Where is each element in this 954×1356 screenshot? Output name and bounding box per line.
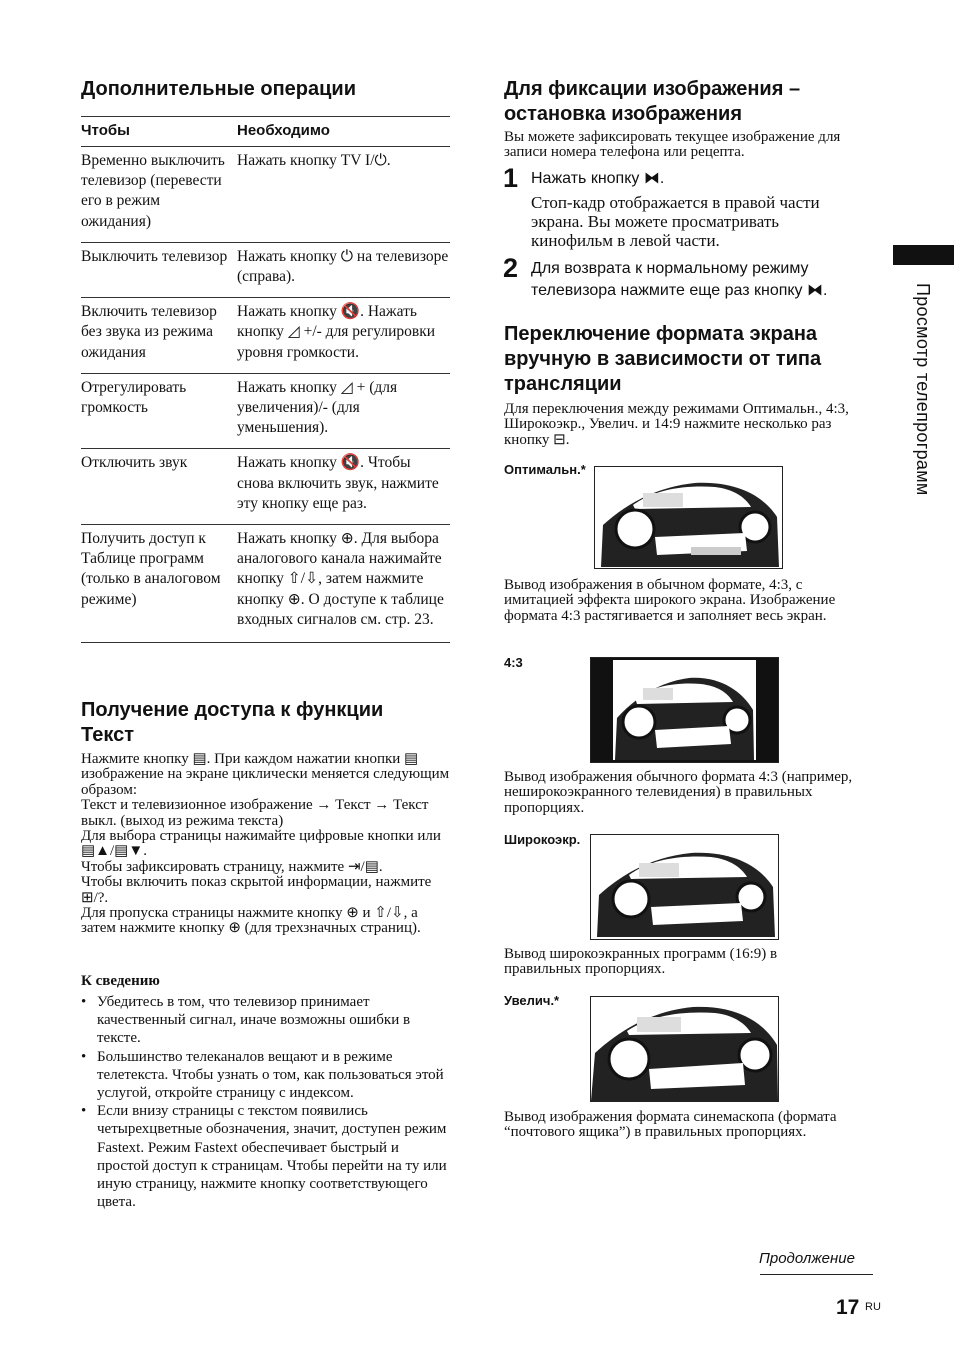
table-cell-goal: Временно выключить телевизор (перевести его в режим ожидания) <box>81 147 237 243</box>
footer-divider <box>760 1274 873 1275</box>
text-paragraph: Для пропуска страницы нажмите кнопку ⊕ и ⇧/⇩, а затем нажмите кнопку ⊕ (для трехзначных страниц). <box>81 905 421 937</box>
table-cell-goal: Получить доступ к Таблице программ (только в аналоговом режиме) <box>81 525 237 643</box>
table-cell-goal: Включить телевизор без звука из режима ожидания <box>81 298 237 374</box>
table-row <box>81 525 450 643</box>
format-intro: Для переключения между режимами Оптимальн., 4:3, Широкоэкр., Увелич. и 14:9 нажмите несколько раз кнопку ⊟. <box>504 401 849 448</box>
continue-label: Продолжение <box>759 1250 855 1267</box>
text-function-body <box>81 752 453 937</box>
page-number: 17 <box>836 1296 860 1319</box>
car-illustration-icon <box>591 835 778 939</box>
table-header-action: Необходимо <box>237 117 450 147</box>
side-tab-marker <box>893 245 954 265</box>
section-title-freeze: Для фиксации изображения – остановка изображения <box>504 78 801 125</box>
note-text: Большинство телеканалов вещают и в режиме телетекста. Чтобы узнать о том, как пользоваться этой услугой, откройте страницу с индексом. <box>97 1048 444 1102</box>
table-cell-goal: Отключить звук <box>81 449 237 525</box>
table-row <box>81 147 450 243</box>
table-row <box>81 373 450 449</box>
table-cell-action: Нажать кнопку ⏻ на телевизоре (справа). <box>237 242 450 297</box>
format-caption-wide: Вывод широкоэкранных программ (16:9) в правильных пропорциях. <box>504 946 778 978</box>
table-cell-action: Нажать кнопку TV I/⏻. <box>237 147 450 243</box>
side-tab-label: Просмотр телепрограмм <box>913 283 933 496</box>
table-header-goal: Чтобы <box>81 117 237 147</box>
note-text: Если внизу страницы с текстом появились четырехцветные обозначения, значит, доступен режим Fastext. Режим Fastext обеспечивает быстрый и простой доступ к страницам. Чтобы перейти на ту или иную страницу, нажмите кнопку соответствующего цвета. <box>97 1103 447 1211</box>
freeze-intro: Вы можете зафиксировать текущее изображение для записи номера телефона или рецепта. <box>504 129 841 161</box>
text-paragraph: Для выбора страницы нажимайте цифровые кнопки или ▤▲/▤▼. <box>81 828 441 860</box>
list-item: • Большинство телеканалов вещают и в режиме телетекста. Чтобы узнать о том, как пользоваться этой услугой, откройте страницу с индексом. <box>81 1048 444 1102</box>
table-cell-action: Нажать кнопку 🔇. Чтобы снова включить звук, нажмите эту кнопку еще раз. <box>237 449 450 525</box>
table-row <box>81 449 450 525</box>
text-paragraph: Чтобы включить показ скрытой информации, нажмите ⊞/?. <box>81 874 432 906</box>
format-label-4-3: 4:3 <box>504 655 523 670</box>
format-caption-optimal: Вывод изображения в обычном формате, 4:3, с имитацией эффекта широкого экрана. Изображение формата 4:3 растягивается и заполняет весь экран. <box>504 577 836 624</box>
table-row <box>81 242 450 297</box>
notes-title: К сведению <box>81 973 160 989</box>
format-label-wide: Широкоэкр. <box>504 832 581 847</box>
car-image-optimal <box>594 466 783 569</box>
text-paragraph: Текст и телевизионное изображение → Текст → Текст выкл. (выход из режима текста) <box>81 797 429 829</box>
text-paragraph: Нажмите кнопку ▤. При каждом нажатии кнопки ▤ изображение на экране циклически меняется следующим образом: <box>81 751 450 798</box>
section-title-screen-format: Переключение формата экрана вручную в зависимости от типа трансляции <box>504 323 822 395</box>
car-illustration-icon <box>591 658 778 762</box>
text-paragraph: Чтобы зафиксировать страницу, нажмите ⇥/▤. <box>81 858 383 875</box>
car-image-wide <box>590 834 779 940</box>
section-title-additional-operations: Дополнительные операции <box>81 78 356 100</box>
table-cell-action: Нажать кнопку 🔇. Нажать кнопку ◿ +/- для регулировки уровня громкости. <box>237 298 450 374</box>
operations-table <box>81 116 450 643</box>
table-cell-goal: Отрегулировать громкость <box>81 373 237 449</box>
table-cell-goal: Выключить телевизор <box>81 242 237 297</box>
table-row <box>81 298 450 374</box>
notes-list <box>81 993 453 1211</box>
format-label-optimal: Оптимальн.* <box>504 462 586 477</box>
table-cell-action: Нажать кнопку ⊕. Для выбора аналогового канала нажимайте кнопку ⇧/⇩, затем нажмите кнопку ⊕. О доступе к таблице входных сигналов см. стр. 23. <box>237 525 450 643</box>
table-cell-action: Нажать кнопку ◿ + (для увеличения)/- (для уменьшения). <box>237 373 450 449</box>
format-caption-zoom: Вывод изображения формата синемаскопа (формата “почтового ящика”) в правильных пропорциях. <box>504 1109 837 1141</box>
note-text: Убедитесь в том, что телевизор принимает качественный сигнал, иначе возможны ошибки в тексте. <box>97 994 411 1047</box>
step-1-text: Нажать кнопку ⧓. <box>531 170 665 187</box>
step-2-text: Для возврата к нормальному режиму телевизора нажмите еще раз кнопку ⧓. <box>531 260 828 299</box>
section-title-text-function: Получение доступа к функции Текст <box>81 699 384 746</box>
page-language: RU <box>865 1301 881 1313</box>
car-illustration-icon <box>591 997 778 1101</box>
car-image-4-3 <box>590 657 779 763</box>
format-caption-4-3: Вывод изображения обычного формата 4:3 (например, неширокоэкранного телевидения) в правильных пропорциях. <box>504 769 853 816</box>
car-image-zoom <box>590 996 779 1102</box>
list-item: • Убедитесь в том, что телевизор принимает качественный сигнал, иначе возможны ошибки в тексте. <box>81 994 411 1047</box>
step-1-subtext: Стоп-кадр отображается в правой части экрана. Вы можете просматривать кинофильм в левой части. <box>531 193 820 250</box>
list-item: • Если внизу страницы с текстом появились четырехцветные обозначения, значит, доступен режим Fastext. Режим Fastext обеспечивает быстрый и простой доступ к страницам. Чтобы перейти на ту или иную страницу, нажмите кнопку соответствующего цвета. <box>81 1103 447 1211</box>
step-number-2: 2 <box>503 253 519 283</box>
step-number-1: 1 <box>503 163 519 193</box>
format-label-zoom: Увелич.* <box>504 993 560 1008</box>
car-illustration-icon <box>595 467 782 568</box>
